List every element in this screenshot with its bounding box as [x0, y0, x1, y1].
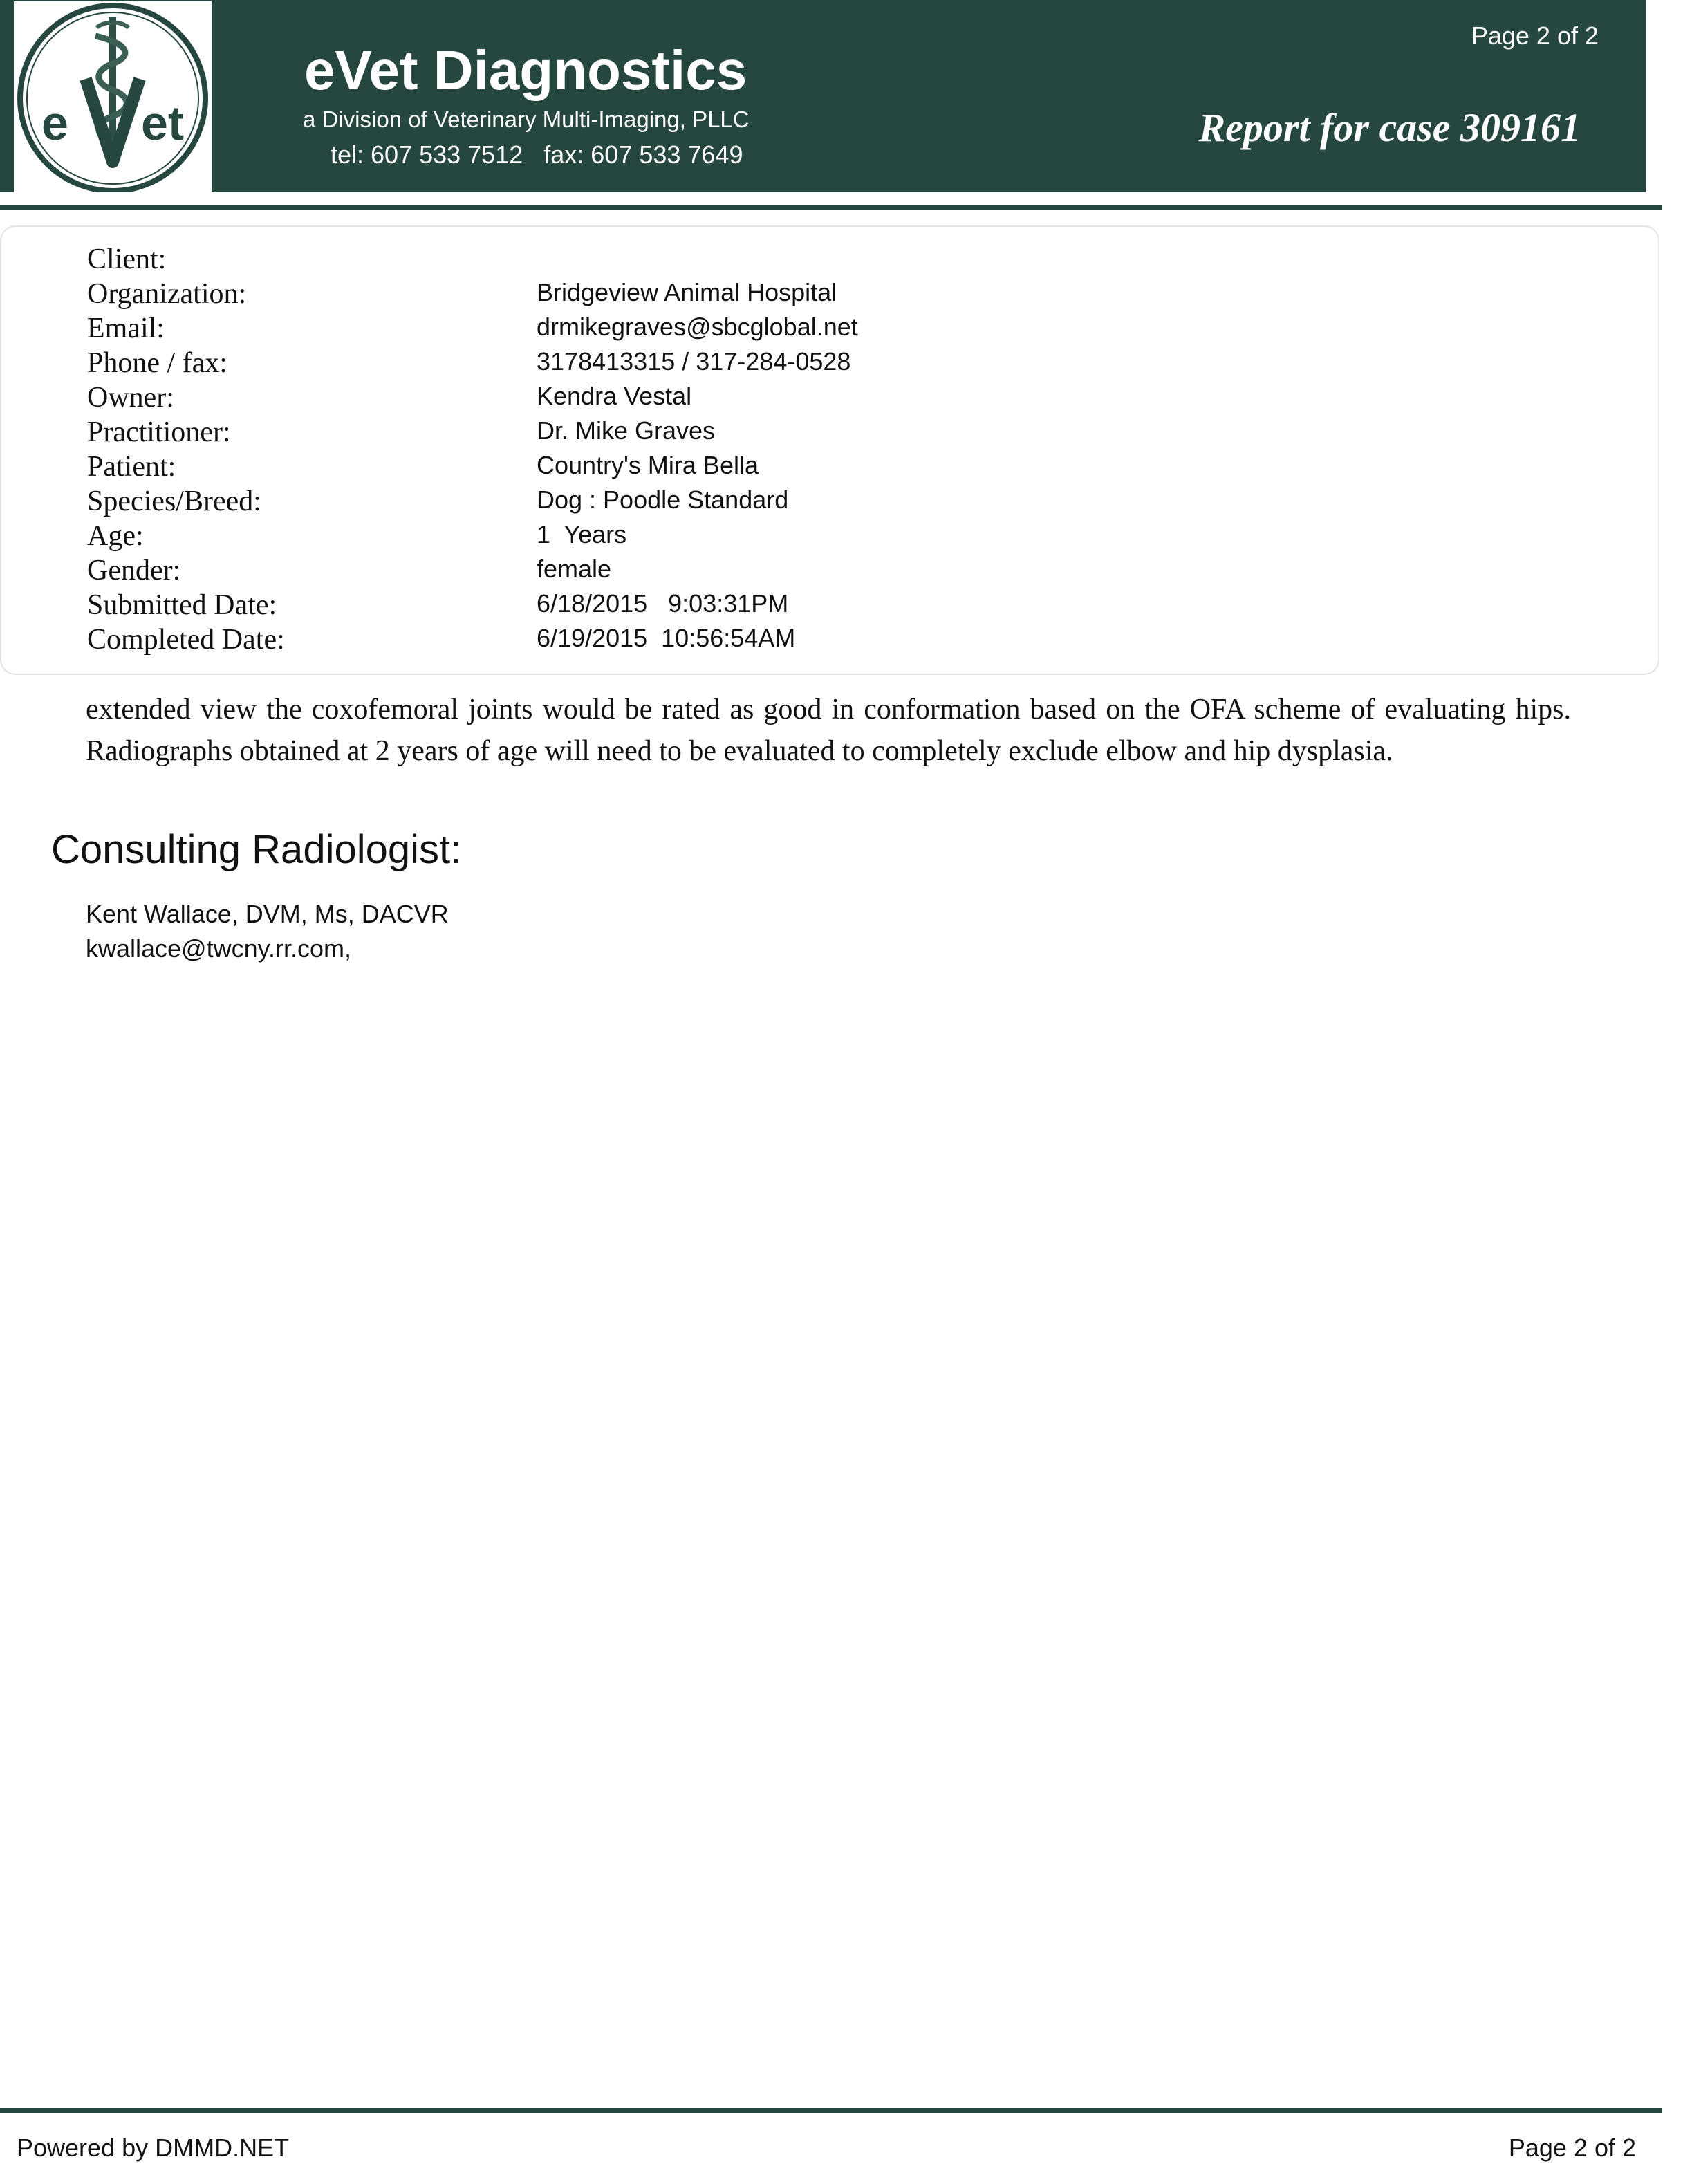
info-label: Age:	[87, 520, 144, 552]
info-row-phone-fax	[1, 346, 1661, 380]
brand-name: eVet Diagnostics	[304, 39, 747, 101]
info-label: Species/Breed:	[87, 485, 261, 517]
info-label: Patient:	[87, 451, 176, 483]
info-value: 6/19/2015 10:56:54AM	[537, 624, 796, 652]
info-label: Completed Date:	[87, 624, 285, 656]
info-value: Bridgeview Animal Hospital	[537, 278, 837, 306]
info-row-owner	[1, 380, 1661, 415]
info-label: Owner:	[87, 382, 174, 414]
info-value: 3178413315 / 317-284-0528	[537, 347, 851, 376]
caduceus-logo-icon	[14, 1, 212, 192]
page-indicator-bottom: Page 2 of 2	[1508, 2134, 1636, 2162]
report-header	[0, 0, 1646, 192]
info-value: Dr. Mike Graves	[537, 416, 716, 445]
info-row-completed-date	[1, 622, 1661, 657]
info-value: drmikegraves@sbcglobal.net	[537, 313, 858, 341]
consulting-radiologist-heading: Consulting Radiologist:	[51, 827, 462, 872]
info-label: Email:	[87, 313, 165, 344]
info-value: Country's Mira Bella	[537, 451, 759, 479]
info-row-submitted-date	[1, 588, 1661, 622]
info-value: Kendra Vestal	[537, 382, 692, 410]
report-title: Report for case 309161	[1198, 105, 1581, 150]
header-divider	[0, 205, 1662, 210]
radiologist-email[interactable]: kwallace@twcny.rr.com,	[86, 934, 351, 963]
info-label: Gender:	[87, 555, 181, 586]
case-info-panel	[0, 225, 1659, 675]
info-label: Phone / fax:	[87, 347, 227, 379]
info-row-species-breed	[1, 484, 1661, 519]
info-row-client	[1, 242, 1661, 277]
evet-logo	[14, 1, 212, 192]
info-label: Organization:	[87, 278, 247, 310]
svg-text:e: e	[41, 96, 68, 150]
info-value: 1 Years	[537, 520, 627, 548]
info-row-age	[1, 519, 1661, 553]
footer-divider	[0, 2108, 1662, 2113]
page-indicator-top: Page 2 of 2	[1471, 21, 1599, 50]
radiologist-name: Kent Wallace, DVM, Ms, DACVR	[86, 900, 449, 928]
info-value: female	[537, 555, 612, 583]
info-row-patient	[1, 450, 1661, 484]
report-body-text: extended view the coxofemoral joints would be rated as good in conformation based on the OFA scheme of evaluating hips. Radiographs obtained at 2 years of age will need to be evaluated to completely exclude elbow and hip dysplasia.	[86, 694, 1571, 767]
info-label: Client:	[87, 243, 167, 275]
powered-by-footer: Powered by DMMD.NET	[17, 2134, 290, 2162]
info-label: Submitted Date:	[87, 589, 277, 621]
info-row-email	[1, 311, 1661, 346]
brand-contact: tel: 607 533 7512 fax: 607 533 7649	[331, 140, 743, 169]
info-value: Dog : Poodle Standard	[537, 485, 789, 514]
info-row-gender	[1, 553, 1661, 588]
info-row-practitioner	[1, 415, 1661, 450]
info-label: Practitioner:	[87, 416, 231, 448]
brand-subtitle: a Division of Veterinary Multi-Imaging, PLLC	[303, 107, 750, 132]
info-row-organization	[1, 277, 1661, 311]
info-value: 6/18/2015 9:03:31PM	[537, 589, 789, 618]
svg-text:et: et	[141, 96, 185, 150]
